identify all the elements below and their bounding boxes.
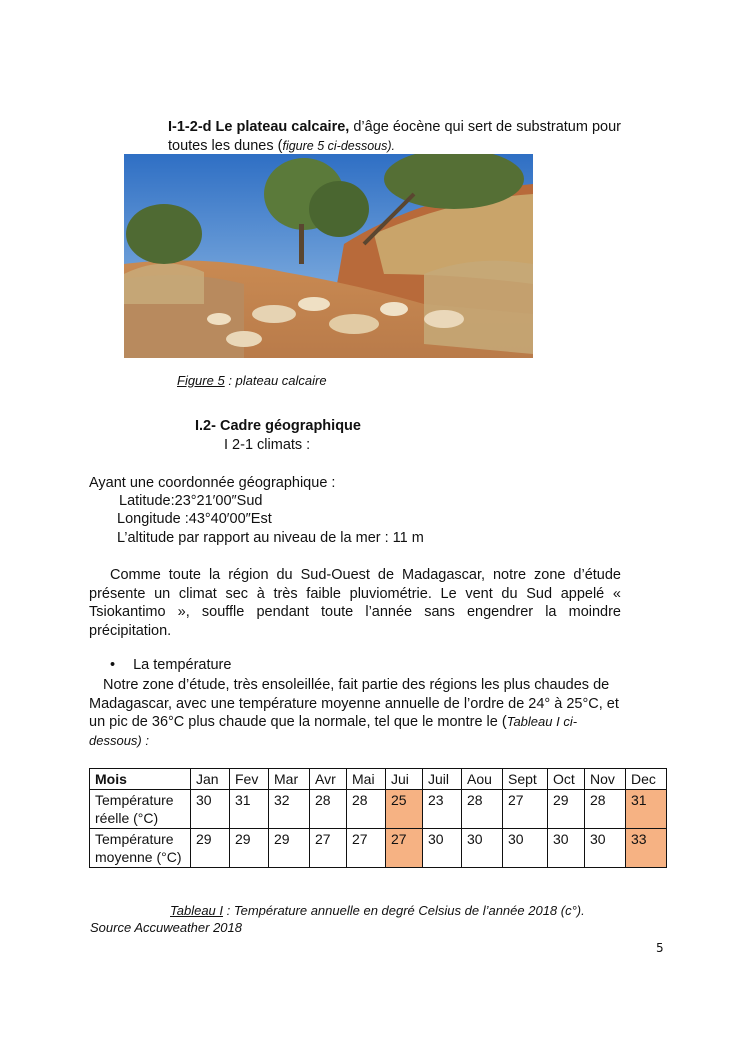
temperature-bullet-item — [110, 657, 231, 673]
table-cell: 28 — [347, 790, 386, 829]
figure-5-caption — [177, 373, 327, 388]
page-number: 5 — [656, 941, 664, 955]
temperature-paragraph — [89, 676, 629, 750]
longitude: Longitude :43°40′00″Est — [117, 511, 272, 527]
table-cell: 27 — [347, 829, 386, 868]
table-cell: 27 — [386, 829, 423, 868]
table-cell: 30 — [548, 829, 585, 868]
table-header-row — [90, 769, 667, 790]
table-header-month: Juil — [423, 769, 462, 790]
table-header-month: Sept — [503, 769, 548, 790]
temperature-title: La température — [133, 657, 232, 673]
table-cell: 32 — [269, 790, 310, 829]
table-cell: 33 — [626, 829, 667, 868]
intro-figure-ref: figure 5 ci-dessous). — [282, 139, 396, 153]
table-ref: Tableau I ci-dessous) : — [89, 714, 578, 748]
figure-5-caption-text: : plateau calcaire — [224, 373, 327, 388]
table-row — [90, 790, 667, 829]
intro-text: d’âge éocène qui sert de substratum pour toutes les dunes ( — [168, 119, 621, 154]
table-cell: 30 — [585, 829, 626, 868]
table-cell: 25 — [386, 790, 423, 829]
temperature-paragraph-text: Notre zone d’étude, très ensoleillée, fait partie des régions les plus chaudes de Madagascar, avec une température moyenne annuelle de l’ordre de 24° à 25°C, et un pic de 36°C plus chaude que la normale, tel que le montre le ( — [89, 677, 619, 730]
table-cell: 28 — [310, 790, 347, 829]
intro-paragraph — [168, 118, 621, 156]
altitude: L’altitude par rapport au niveau de la mer : 11 m — [117, 530, 424, 546]
figure-5-photo — [124, 154, 533, 358]
table-header-month: Jan — [191, 769, 230, 790]
table-cell: 28 — [585, 790, 626, 829]
table-row — [90, 829, 667, 868]
table-header-month: Mai — [347, 769, 386, 790]
table-cell: 31 — [230, 790, 269, 829]
section-title: I.2- Cadre géographique — [195, 418, 361, 434]
table-row-label: Température réelle (°C) — [90, 790, 191, 829]
table-header-month: Avr — [310, 769, 347, 790]
table-header-month: Nov — [585, 769, 626, 790]
table-cell: 29 — [191, 829, 230, 868]
intro-heading: I-1-2-d Le plateau calcaire, — [168, 119, 350, 135]
table-header-month: Mar — [269, 769, 310, 790]
table-cell: 27 — [310, 829, 347, 868]
section-subtitle: I 2-1 climats : — [224, 437, 311, 453]
table-header-month: Fev — [230, 769, 269, 790]
table-caption-text: : Température annuelle en degré Celsius de l’année 2018 (c°). — [223, 903, 585, 918]
temperature-table — [89, 768, 667, 868]
table-cell: 29 — [548, 790, 585, 829]
climate-paragraph: Comme toute la région du Sud-Ouest de Madagascar, notre zone d’étude présente un climat sec à très faible pluviométrie. Le vent du Sud appelé « Tsiokantimo », souffle pendant toute l’année sans engendrer la moindre précipitation. — [89, 567, 621, 639]
latitude: Latitude:23°21′00″Sud — [119, 493, 263, 509]
limestone-plateau-image — [124, 154, 533, 358]
coordinates-intro: Ayant une coordonnée géographique : — [89, 475, 336, 491]
table-cell: 28 — [462, 790, 503, 829]
table-header-mois: Mois — [90, 769, 191, 790]
table-cell: 31 — [626, 790, 667, 829]
table-source: Source Accuweather 2018 — [90, 920, 243, 935]
table-row-label: Température moyenne (°C) — [90, 829, 191, 868]
table-cell: 29 — [269, 829, 310, 868]
table-header-month: Oct — [548, 769, 585, 790]
table-cell: 30 — [423, 829, 462, 868]
table-header-month: Jui — [386, 769, 423, 790]
bullet-marker: • — [110, 657, 116, 673]
table-cell: 29 — [230, 829, 269, 868]
table-cell: 30 — [462, 829, 503, 868]
table-cell: 30 — [191, 790, 230, 829]
table-cell: 30 — [503, 829, 548, 868]
table-cell: 23 — [423, 790, 462, 829]
table-header-month: Aou — [462, 769, 503, 790]
figure-5-label: Figure 5 — [177, 373, 225, 388]
table-header-month: Dec — [626, 769, 667, 790]
table-caption-label: Tableau I — [170, 903, 224, 918]
table-caption — [170, 903, 585, 918]
table-cell: 27 — [503, 790, 548, 829]
